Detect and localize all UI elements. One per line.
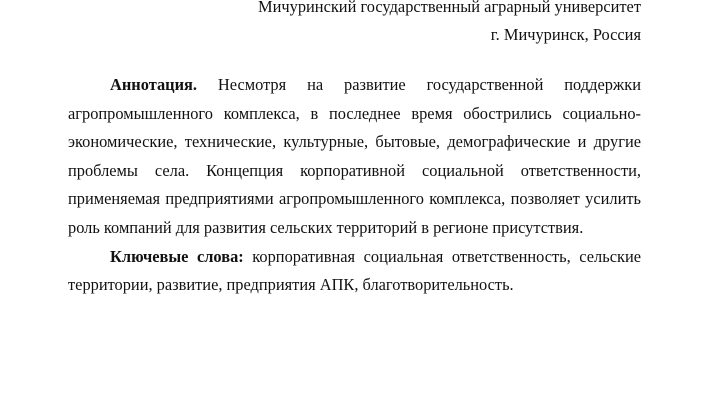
abstract-label: Аннотация. — [110, 75, 198, 94]
keywords-paragraph — [68, 243, 641, 300]
document-page — [68, 0, 641, 300]
keywords-label: Ключевые слова: — [110, 246, 244, 266]
keywords-text: корпоративная социальная ответственность, сельские территории, развитие, предприятия АПК, благотворительность. — [68, 246, 641, 295]
abstract-text: Несмотря на развитие государственной поддержки агропромышленного комплекса, в последнее время обострились социально-экономические, технические, культурные, бытовые, демографические и другие проблемы села. Концепция корпоративной социальной ответственности, применяемая предприятиями агропромышленного комплекса, позволяет усилить роль компаний для развития сельских территорий в регионе присутствия. — [68, 75, 641, 237]
city-country: г. Мичуринск, Россия — [490, 25, 641, 44]
abstract-paragraph — [68, 71, 641, 243]
university-name: Мичуринский государственный аграрный университет — [258, 0, 641, 16]
